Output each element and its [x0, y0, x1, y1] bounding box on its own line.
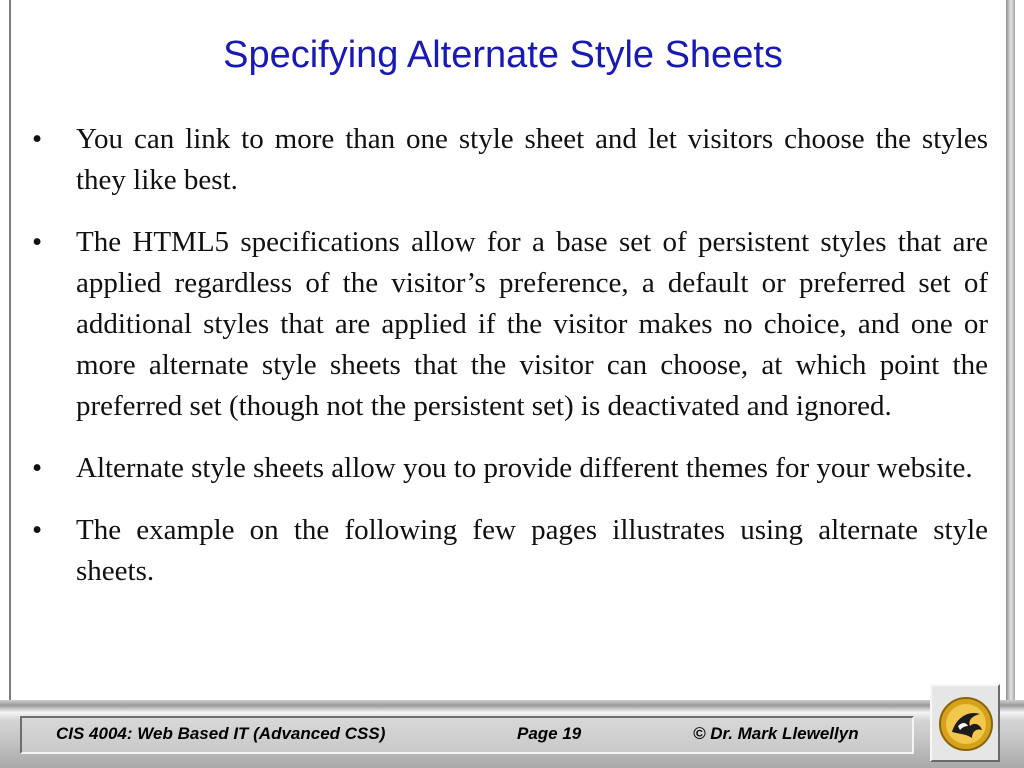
- bullet-text: You can link to more than one style sheet and let visitors choose the styles they like best.: [76, 123, 988, 196]
- bullet-marker: •: [32, 123, 43, 155]
- bullet-marker: •: [32, 226, 43, 258]
- university-pegasus-logo-icon: [938, 696, 994, 752]
- footer-page-number: Page 19: [517, 724, 582, 743]
- bullet-text: Alternate style sheets allow you to provide different themes for your website.: [76, 452, 973, 484]
- bullet-item: [30, 222, 988, 427]
- logo-box: [930, 684, 1000, 762]
- bullet-item: [30, 510, 988, 592]
- bullet-list: [30, 119, 988, 613]
- footer-copyright: © Dr. Mark Llewellyn: [693, 724, 859, 743]
- footer-course-title: CIS 4004: Web Based IT (Advanced CSS): [56, 724, 386, 743]
- bullet-marker: •: [32, 452, 43, 484]
- bullet-text: The example on the following few pages illustrates using alternate style sheets.: [76, 514, 988, 587]
- slide-title: Specifying Alternate Style Sheets: [223, 34, 783, 76]
- bullet-text: The HTML5 specifications allow for a base set of persistent styles that are applied regardless of the visitor’s preference, a default or preferred set of additional styles that are applied if the visitor makes no choice, and one or more alternate style sheets that the visitor can choose, at which point the preferred set (though not the persistent set) is deactivated and ignored.: [76, 226, 988, 422]
- bullet-item: [30, 448, 988, 489]
- footer-bar: [0, 700, 1024, 768]
- bullet-marker: •: [32, 514, 43, 546]
- slide-right-border: [1006, 0, 1015, 700]
- bullet-item: [30, 119, 988, 201]
- slide-left-border: [9, 0, 11, 700]
